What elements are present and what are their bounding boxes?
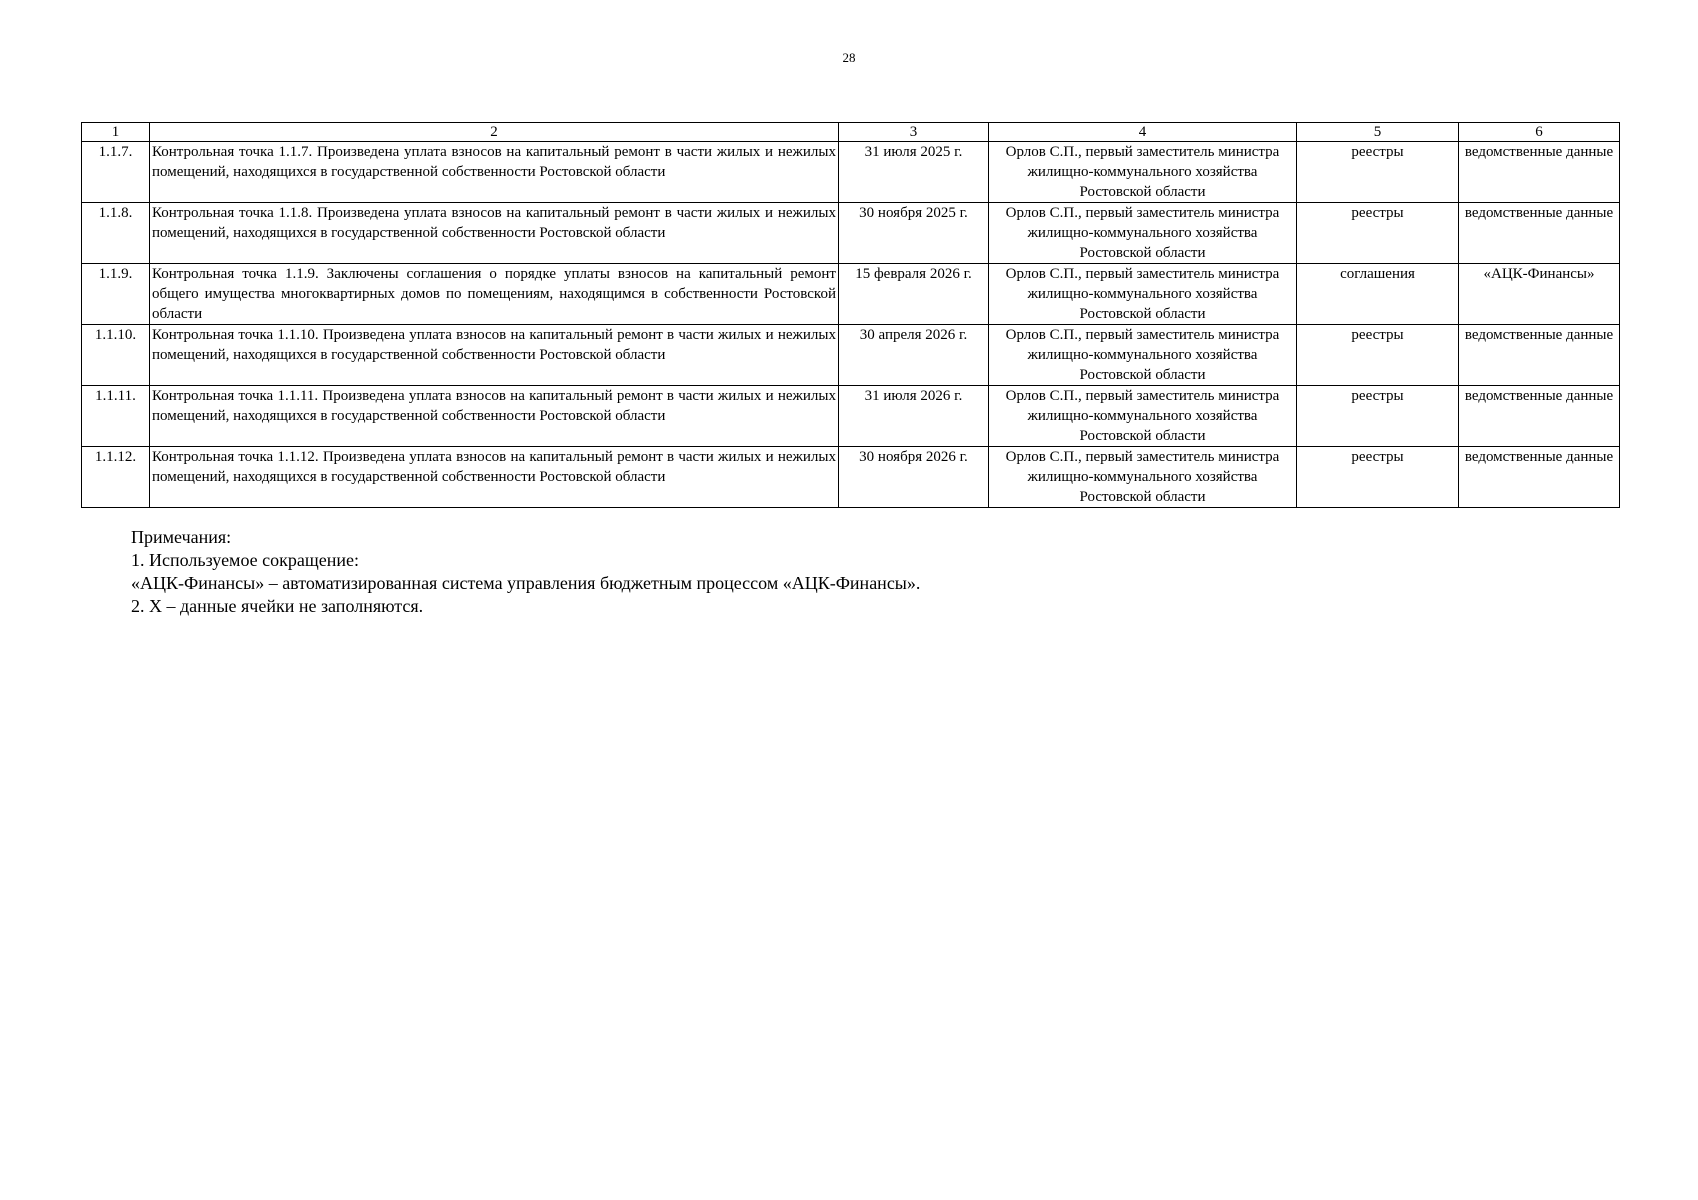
column-header: 2 xyxy=(150,123,839,142)
responsible-person: Орлов С.П., первый заместитель министра жилищно-коммунального хозяйства Ростовской области xyxy=(989,203,1297,264)
responsible-person: Орлов С.П., первый заместитель министра жилищно-коммунального хозяйства Ростовской области xyxy=(989,325,1297,386)
page-number: 28 xyxy=(842,50,856,65)
column-header: 1 xyxy=(82,123,150,142)
deadline-date: 15 февраля 2026 г. xyxy=(839,264,989,325)
note-line: «АЦК-Финансы» – автоматизированная система управления бюджетным процессом «АЦК-Финансы». xyxy=(131,573,921,593)
document-type: соглашения xyxy=(1297,264,1459,325)
row-number: 1.1.9. xyxy=(82,264,150,325)
data-source: ведомственные данные xyxy=(1459,203,1620,264)
data-source: «АЦК-Финансы» xyxy=(1459,264,1620,325)
control-point-description: Контрольная точка 1.1.12. Произведена уплата взносов на капитальный ремонт в части жилых и нежилых помещений, находящихся в государственной собственности Ростовской области xyxy=(150,447,839,508)
table-row xyxy=(82,386,1620,447)
responsible-person: Орлов С.П., первый заместитель министра жилищно-коммунального хозяйства Ростовской области xyxy=(989,264,1297,325)
deadline-date: 30 ноября 2025 г. xyxy=(839,203,989,264)
row-number: 1.1.12. xyxy=(82,447,150,508)
document-type: реестры xyxy=(1297,325,1459,386)
table-row xyxy=(82,325,1620,386)
control-point-description: Контрольная точка 1.1.9. Заключены соглашения о порядке уплаты взносов на капитальный ремонт общего имущества многоквартирных домов по помещениям, находящимся в собственности Ростовской области xyxy=(150,264,839,325)
document-type: реестры xyxy=(1297,447,1459,508)
row-number: 1.1.11. xyxy=(82,386,150,447)
column-header: 3 xyxy=(839,123,989,142)
table-row xyxy=(82,264,1620,325)
responsible-person: Орлов С.П., первый заместитель министра жилищно-коммунального хозяйства Ростовской области xyxy=(989,386,1297,447)
column-header: 4 xyxy=(989,123,1297,142)
note-line: 1. Используемое сокращение: xyxy=(131,550,359,570)
row-number: 1.1.8. xyxy=(82,203,150,264)
column-header: 6 xyxy=(1459,123,1620,142)
responsible-person: Орлов С.П., первый заместитель министра жилищно-коммунального хозяйства Ростовской области xyxy=(989,142,1297,203)
data-source: ведомственные данные xyxy=(1459,386,1620,447)
notes-title: Примечания: xyxy=(131,527,232,547)
table-row xyxy=(82,203,1620,264)
control-point-description: Контрольная точка 1.1.8. Произведена уплата взносов на капитальный ремонт в части жилых и нежилых помещений, находящихся в государственной собственности Ростовской области xyxy=(150,203,839,264)
data-source: ведомственные данные xyxy=(1459,142,1620,203)
control-point-description: Контрольная точка 1.1.7. Произведена уплата взносов на капитальный ремонт в части жилых и нежилых помещений, находящихся в государственной собственности Ростовской области xyxy=(150,142,839,203)
responsible-person: Орлов С.П., первый заместитель министра жилищно-коммунального хозяйства Ростовской области xyxy=(989,447,1297,508)
table-row xyxy=(82,142,1620,203)
row-number: 1.1.10. xyxy=(82,325,150,386)
deadline-date: 31 июля 2025 г. xyxy=(839,142,989,203)
data-source: ведомственные данные xyxy=(1459,447,1620,508)
data-source: ведомственные данные xyxy=(1459,325,1620,386)
column-number-row xyxy=(82,123,1620,142)
note-line: 2. Х – данные ячейки не заполняются. xyxy=(131,596,424,616)
document-type: реестры xyxy=(1297,386,1459,447)
deadline-date: 30 ноября 2026 г. xyxy=(839,447,989,508)
column-header: 5 xyxy=(1297,123,1459,142)
row-number: 1.1.7. xyxy=(82,142,150,203)
document-type: реестры xyxy=(1297,203,1459,264)
deadline-date: 31 июля 2026 г. xyxy=(839,386,989,447)
control-point-description: Контрольная точка 1.1.10. Произведена уплата взносов на капитальный ремонт в части жилых и нежилых помещений, находящихся в государственной собственности Ростовской области xyxy=(150,325,839,386)
document-type: реестры xyxy=(1297,142,1459,203)
control-points-table xyxy=(81,122,1620,508)
notes-section xyxy=(131,526,920,618)
deadline-date: 30 апреля 2026 г. xyxy=(839,325,989,386)
table-row xyxy=(82,447,1620,508)
control-point-description: Контрольная точка 1.1.11. Произведена уплата взносов на капитальный ремонт в части жилых и нежилых помещений, находящихся в государственной собственности Ростовской области xyxy=(150,386,839,447)
